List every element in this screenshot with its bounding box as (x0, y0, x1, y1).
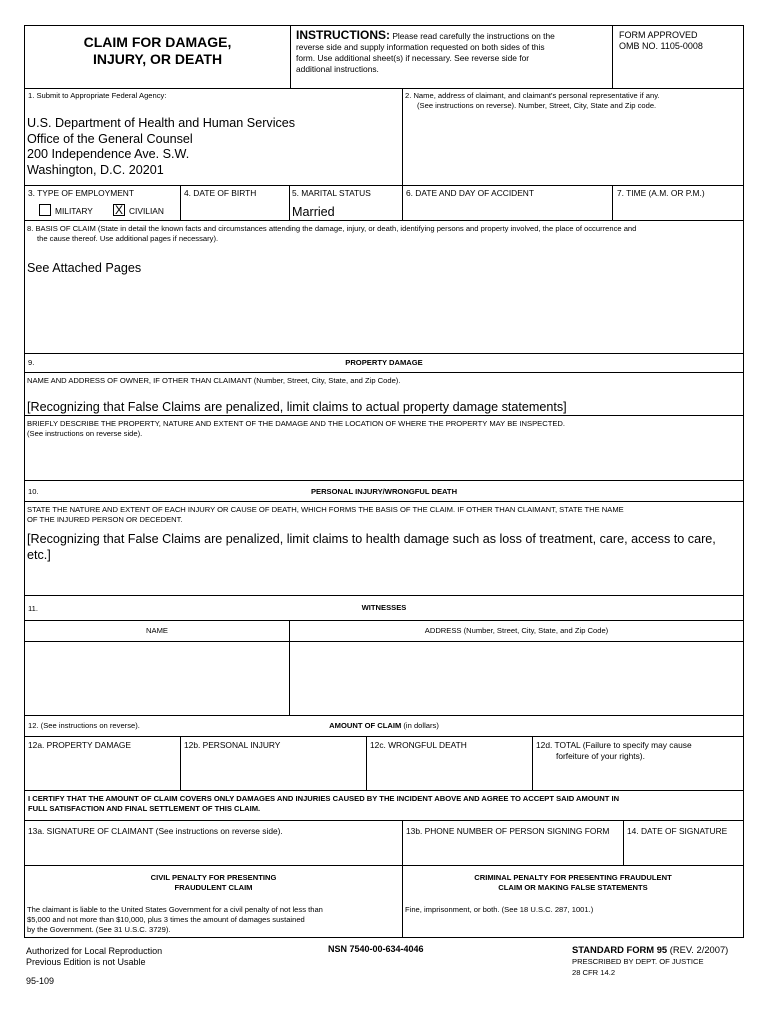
injury-value-line2: etc.] (27, 547, 51, 562)
witnesses-title: WITNESSES (361, 603, 407, 612)
basis-label-line1: 8. BASIS OF CLAIM (State in detail the known facts and circumstances attending the damage, injury, or death, identifying persons and property involved, the place of occurrence and (27, 224, 637, 233)
witness-name-label: NAME (146, 626, 168, 635)
property-description-line1: BRIEFLY DESCRIBE THE PROPERTY, NATURE AND EXTENT OF THE DAMAGE AND THE LOCATION OF WHERE THE PROPERTY MAY BE INSPECTED. (27, 419, 565, 428)
section9-num: 9. (28, 358, 35, 367)
basis-label-line2: the cause thereof. Use additional pages if necessary). (37, 234, 219, 243)
civil-text-line2: $5,000 and not more than $10,000, plus 3 times the amount of damages sustained (27, 915, 305, 924)
instructions-label: INSTRUCTIONS: (296, 28, 390, 42)
witness-address-label: ADDRESS (Number, Street, City, State, and Zip Code) (424, 626, 609, 635)
criminal-penalty-title (402, 873, 744, 893)
basis-label (27, 224, 741, 244)
instructions-line1: Please read carefully the instructions on the (392, 31, 555, 41)
civilian-check-mark: X (114, 203, 123, 217)
time-label: 7. TIME (A.M. OR P.M.) (617, 188, 705, 198)
amount-d-label (536, 740, 692, 762)
civil-title-line1: CIVIL PENALTY FOR PRESENTING (150, 873, 277, 882)
section12-num: 12. (See instructions on reverse). (28, 721, 140, 730)
witness-name-field[interactable] (24, 641, 290, 716)
marital-value: Married (292, 205, 335, 219)
agency-line4: Washington, D.C. 20201 (27, 162, 164, 177)
field2-label (405, 91, 741, 111)
form-title (24, 34, 291, 68)
witness-address-field[interactable] (289, 641, 744, 716)
civil-text-line3: by the Government. (See 31 U.S.C. 3729). (27, 925, 171, 934)
certification-text (28, 794, 619, 814)
owner-value: [Recognizing that False Claims are penalized, limit claims to actual property damage statements] (27, 400, 567, 414)
injury-label (27, 505, 624, 525)
agency-line3: 200 Independence Ave. S.W. (27, 147, 190, 161)
omb-text (619, 30, 703, 52)
basis-value: See Attached Pages (27, 261, 142, 275)
civil-text-line1: The claimant is liable to the United States Government for a civil penalty of not less than (27, 905, 323, 914)
standard-form-rev: (REV. 2/2007) (669, 944, 729, 955)
field1-label: 1. Submit to Appropriate Federal Agency: (28, 91, 167, 100)
owner-label: NAME AND ADDRESS OF OWNER, IF OTHER THAN CLAIMANT (Number, Street, City, State, and Zip Code). (27, 376, 401, 385)
omb-number: OMB NO. 1105-0008 (619, 41, 703, 51)
criminal-penalty-text: Fine, imprisonment, or both. (See 18 U.S.C. 287, 1001.) (405, 905, 594, 914)
agency-line2: Office of the General Counsel (27, 131, 193, 146)
field2-label-line2: (See instructions on reverse). Number, Street, City, State and Zip code. (417, 101, 657, 110)
form-title-line2: INJURY, OR DEATH (92, 51, 223, 67)
agency-line1: U.S. Department of Health and Human Services (27, 116, 296, 130)
amount-b-label: 12b. PERSONAL INJURY (184, 740, 281, 750)
reproduction-line2: Previous Edition is not Usable (26, 957, 146, 967)
military-checkbox[interactable] (39, 204, 51, 216)
injury-value (27, 532, 716, 563)
form-title-line1: CLAIM FOR DAMAGE, (83, 34, 232, 50)
amount-title-suffix: (in dollars) (403, 721, 439, 730)
accident-label: 6. DATE AND DAY OF ACCIDENT (406, 188, 534, 198)
instructions-line3: form. Use additional sheet(s) if necessary. See reverse side for (296, 53, 530, 63)
section11-num: 11. (28, 604, 38, 613)
criminal-title-line2: CLAIM OR MAKING FALSE STATEMENTS (498, 883, 648, 892)
property-description-label (27, 419, 565, 439)
instructions-line4: additional instructions. (296, 64, 379, 74)
amount-d-line1: 12d. TOTAL (Failure to specify may cause (536, 740, 692, 750)
form-approved: FORM APPROVED (619, 30, 698, 40)
certification-line1: I CERTIFY THAT THE AMOUNT OF CLAIM COVERS ONLY DAMAGES AND INJURIES CAUSED BY THE INCIDENT ABOVE AND AGREE TO ACCEPT SAID AMOUNT IN (28, 794, 620, 803)
amount-d-line2: forfeiture of your rights). (556, 751, 645, 761)
criminal-title-line1: CRIMINAL PENALTY FOR PRESENTING FRAUDULENT (474, 873, 672, 882)
reproduction-note (26, 946, 162, 968)
civilian-checkbox[interactable] (113, 204, 125, 216)
injury-value-line1: [Recognizing that False Claims are penalized, limit claims to health damage such as loss of treatment, care, access to care, (27, 532, 716, 546)
phone-label: 13b. PHONE NUMBER OF PERSON SIGNING FORM (406, 826, 610, 836)
dob-label: 4. DATE OF BIRTH (184, 188, 257, 198)
signature-date-label: 14. DATE OF SIGNATURE (627, 826, 728, 836)
amount-title-bold: AMOUNT OF CLAIM (329, 721, 402, 730)
injury-label-line1: STATE THE NATURE AND EXTENT OF EACH INJURY OR CAUSE OF DEATH, WHICH FORMS THE BASIS OF THE CLAIM. IF OTHER THAN CLAIMANT, STATE THE NAME (27, 505, 624, 514)
field2-label-line1: 2. Name, address of claimant, and claimant's personal representative if any. (405, 91, 660, 100)
form-code: 95-109 (26, 976, 55, 986)
civilian-label: CIVILIAN (129, 206, 164, 216)
nsn-number: NSN 7540-00-634-4046 (328, 944, 424, 954)
certification-line2: FULL SATISFACTION AND FINAL SETTLEMENT OF THIS CLAIM. (28, 804, 261, 813)
personal-injury-title: PERSONAL INJURY/WRONGFUL DEATH (310, 487, 458, 496)
standard-form-label: STANDARD FORM 95 (572, 944, 668, 955)
cfr-reference: 28 CFR 14.2 (572, 968, 616, 977)
civil-title-line2: FRAUDULENT CLAIM (174, 883, 253, 892)
civil-penalty-title (24, 873, 403, 893)
employment-label: 3. TYPE OF EMPLOYMENT (28, 188, 134, 198)
standard-form-block (572, 944, 728, 978)
instructions-text (296, 30, 608, 75)
signature-label: 13a. SIGNATURE OF CLAIMANT (See instructions on reverse side). (28, 826, 283, 836)
military-label: MILITARY (55, 206, 93, 216)
amount-c-label: 12c. WRONGFUL DEATH (370, 740, 467, 750)
civil-penalty-text (27, 905, 323, 935)
property-damage-title: PROPERTY DAMAGE (345, 358, 423, 367)
marital-label: 5. MARITAL STATUS (292, 188, 371, 198)
section10-num: 10. (28, 487, 39, 496)
agency-address (27, 116, 295, 178)
reproduction-line1: Authorized for Local Reproduction (26, 946, 163, 956)
amount-title (24, 721, 744, 731)
injury-label-line2: OF THE INJURED PERSON OR DECEDENT. (27, 515, 183, 524)
prescribed-by: PRESCRIBED BY DEPT. OF JUSTICE (572, 957, 704, 966)
amount-a-label: 12a. PROPERTY DAMAGE (28, 740, 132, 750)
instructions-line2: reverse side and supply information requested on both sides of this (296, 42, 545, 52)
property-description-line2: (See instructions on reverse side). (27, 429, 143, 438)
